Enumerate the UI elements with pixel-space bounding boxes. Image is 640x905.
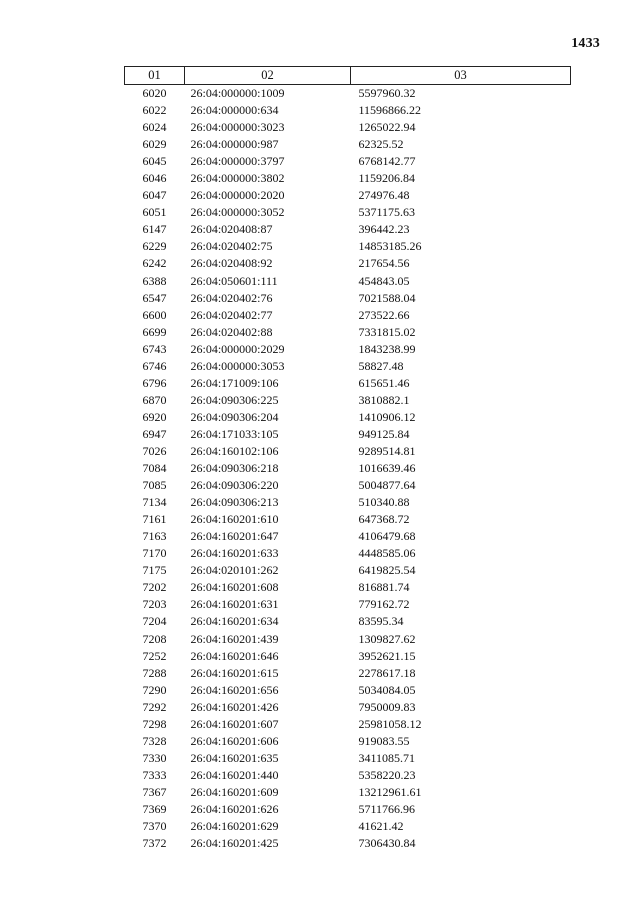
cadastral-number-cell: 26:04:160201:635: [190, 750, 279, 765]
cadastral-number-cell: 26:04:000000:987: [190, 137, 279, 152]
table-row: [125, 358, 571, 375]
row-number-cell: 6388: [142, 273, 167, 288]
row-number-cell: 7170: [142, 546, 167, 561]
value-cell: 7021588.04: [358, 290, 416, 305]
cadastral-number-cell: 26:04:090306:204: [190, 409, 279, 424]
column-header-02: 02: [185, 67, 351, 85]
value-cell: 274976.48: [358, 188, 410, 203]
row-number-cell: 7372: [142, 836, 167, 851]
cadastral-number-cell: 26:04:160201:608: [190, 580, 279, 595]
cadastral-number-cell: 26:04:020402:75: [190, 239, 273, 254]
row-number-cell: 7084: [142, 461, 167, 476]
table-row: [125, 528, 571, 545]
value-cell: 454843.05: [358, 273, 410, 288]
value-cell: 779162.72: [358, 597, 410, 612]
table-row: [125, 750, 571, 767]
cadastral-number-cell: 26:04:160201:426: [190, 699, 279, 714]
table-row: [125, 290, 571, 307]
cadastral-number-cell: 26:04:000000:2029: [190, 341, 285, 356]
value-cell: 62325.52: [358, 137, 404, 152]
column-header-01: 01: [125, 67, 185, 85]
table-row: [125, 341, 571, 358]
table-row: [125, 375, 571, 392]
value-cell: 4448585.06: [358, 546, 416, 561]
value-cell: 41621.42: [358, 819, 404, 834]
value-cell: 7331815.02: [358, 324, 416, 339]
value-cell: 3810882.1: [358, 392, 410, 407]
value-cell: 7306430.84: [358, 836, 416, 851]
value-cell: 58827.48: [358, 358, 404, 373]
data-table-container: [124, 66, 570, 852]
table-row: [125, 596, 571, 613]
row-number-cell: 7328: [142, 733, 167, 748]
table-row: [125, 255, 571, 272]
cadastral-number-cell: 26:04:171009:106: [190, 375, 279, 390]
row-number-cell: 6046: [142, 171, 167, 186]
value-cell: 3952621.15: [358, 648, 416, 663]
table-row: [125, 273, 571, 290]
row-number-cell: 7298: [142, 716, 167, 731]
row-number-cell: 6743: [142, 341, 167, 356]
value-cell: 25981058.12: [358, 716, 422, 731]
row-number-cell: 7161: [142, 512, 167, 527]
table-row: [125, 426, 571, 443]
row-number-cell: 6947: [142, 426, 167, 441]
value-cell: 6768142.77: [358, 154, 416, 169]
value-cell: 816881.74: [358, 580, 410, 595]
cadastral-number-cell: 26:04:000000:3797: [190, 154, 285, 169]
row-number-cell: 6047: [142, 188, 167, 203]
row-number-cell: 7208: [142, 631, 167, 646]
table-row: [125, 443, 571, 460]
row-number-cell: 7252: [142, 648, 167, 663]
value-cell: 5597960.32: [358, 86, 416, 101]
table-row: [125, 170, 571, 187]
table-row: [125, 579, 571, 596]
data-table: [124, 66, 571, 852]
cadastral-number-cell: 26:04:020408:87: [190, 222, 273, 237]
table-row: [125, 613, 571, 630]
table-row: [125, 119, 571, 136]
value-cell: 6419825.54: [358, 563, 416, 578]
row-number-cell: 7175: [142, 563, 167, 578]
row-number-cell: 7367: [142, 784, 167, 799]
row-number-cell: 6699: [142, 324, 167, 339]
cadastral-number-cell: 26:04:000000:3052: [190, 205, 285, 220]
table-row: [125, 238, 571, 255]
cadastral-number-cell: 26:04:000000:1009: [190, 86, 285, 101]
cadastral-number-cell: 26:04:160201:634: [190, 614, 279, 629]
table-row: [125, 324, 571, 341]
row-number-cell: 7026: [142, 444, 167, 458]
cadastral-number-cell: 26:04:160201:646: [190, 648, 279, 663]
cadastral-number-cell: 26:04:160201:609: [190, 784, 279, 799]
value-cell: 919083.55: [358, 733, 410, 748]
table-row: [125, 801, 571, 818]
row-number-cell: 6920: [142, 409, 167, 424]
value-cell: 83595.34: [358, 614, 404, 629]
value-cell: 217654.56: [358, 256, 410, 271]
table-row: [125, 631, 571, 648]
table-row: [125, 818, 571, 835]
row-number-cell: 7370: [142, 819, 167, 834]
cadastral-number-cell: 26:04:000000:2020: [190, 188, 285, 203]
table-row: [125, 409, 571, 426]
table-row: [125, 85, 571, 103]
cadastral-number-cell: 26:04:000000:3023: [190, 120, 285, 135]
table-row: [125, 699, 571, 716]
value-cell: 1843238.99: [358, 341, 416, 356]
value-cell: 13212961.61: [358, 784, 422, 799]
row-number-cell: 7163: [142, 529, 167, 544]
value-cell: 5371175.63: [358, 205, 416, 220]
cadastral-number-cell: 26:04:160201:626: [190, 801, 279, 816]
table-row: [125, 136, 571, 153]
row-number-cell: 6020: [142, 86, 167, 101]
value-cell: 510340.88: [358, 495, 410, 510]
cadastral-number-cell: 26:04:160201:656: [190, 682, 279, 697]
cadastral-number-cell: 26:04:090306:213: [190, 495, 279, 510]
table-row: [125, 460, 571, 477]
row-number-cell: 6051: [142, 205, 167, 220]
cadastral-number-cell: 26:04:000000:634: [190, 103, 279, 118]
table-row: [125, 716, 571, 733]
value-cell: 1410906.12: [358, 409, 416, 424]
cadastral-number-cell: 26:04:000000:3053: [190, 358, 285, 373]
value-cell: 14853185.26: [358, 239, 422, 254]
table-row: [125, 648, 571, 665]
cadastral-number-cell: 26:04:160201:607: [190, 716, 279, 731]
value-cell: 11596866.22: [358, 103, 422, 118]
cadastral-number-cell: 26:04:020408:92: [190, 256, 273, 271]
value-cell: 5711766.96: [358, 801, 416, 816]
cadastral-number-cell: 26:04:020402:77: [190, 307, 273, 322]
table-row: [125, 835, 571, 852]
value-cell: 9289514.81: [358, 444, 416, 458]
cadastral-number-cell: 26:04:000000:3802: [190, 171, 285, 186]
table-row: [125, 153, 571, 170]
value-cell: 5034084.05: [358, 682, 416, 697]
row-number-cell: 6746: [142, 358, 167, 373]
cadastral-number-cell: 26:04:160201:615: [190, 665, 279, 680]
cadastral-number-cell: 26:04:020402:88: [190, 324, 273, 339]
value-cell: 396442.23: [358, 222, 410, 237]
table-row: [125, 767, 571, 784]
table-body: [125, 85, 571, 853]
value-cell: 949125.84: [358, 426, 410, 441]
row-number-cell: 7333: [142, 767, 167, 782]
row-number-cell: 6242: [142, 256, 167, 271]
table-row: [125, 307, 571, 324]
row-number-cell: 6796: [142, 375, 167, 390]
row-number-cell: 6547: [142, 290, 167, 305]
row-number-cell: 7330: [142, 750, 167, 765]
cadastral-number-cell: 26:04:160201:606: [190, 733, 279, 748]
value-cell: 5004877.64: [358, 478, 416, 493]
table-header: [125, 67, 571, 85]
table-row: [125, 665, 571, 682]
table-row: [125, 784, 571, 801]
table-row: [125, 187, 571, 204]
table-row: [125, 477, 571, 494]
row-number-cell: 6147: [142, 222, 167, 237]
row-number-cell: 7202: [142, 580, 167, 595]
cadastral-number-cell: 26:04:090306:220: [190, 478, 279, 493]
value-cell: 273522.66: [358, 307, 410, 322]
value-cell: 7950009.83: [358, 699, 416, 714]
cadastral-number-cell: 26:04:160201:631: [190, 597, 279, 612]
cadastral-number-cell: 26:04:020402:76: [190, 290, 273, 305]
table-row: [125, 511, 571, 528]
cadastral-number-cell: 26:04:160201:610: [190, 512, 279, 527]
cadastral-number-cell: 26:04:090306:218: [190, 461, 279, 476]
row-number-cell: 7204: [142, 614, 167, 629]
cadastral-number-cell: 26:04:160201:440: [190, 767, 279, 782]
row-number-cell: 7290: [142, 682, 167, 697]
value-cell: 615651.46: [358, 375, 410, 390]
row-number-cell: 6045: [142, 154, 167, 169]
row-number-cell: 6022: [142, 103, 167, 118]
column-header-03: 03: [351, 67, 571, 85]
table-row: [125, 494, 571, 511]
cadastral-number-cell: 26:04:171033:105: [190, 426, 279, 441]
value-cell: 647368.72: [358, 512, 410, 527]
table-row: [125, 392, 571, 409]
cadastral-number-cell: 26:04:160201:439: [190, 631, 279, 646]
row-number-cell: 7288: [142, 665, 167, 680]
table-row: [125, 733, 571, 750]
table-row: [125, 204, 571, 221]
table-row: [125, 682, 571, 699]
value-cell: 1016639.46: [358, 461, 416, 476]
row-number-cell: 6229: [142, 239, 167, 254]
value-cell: 1265022.94: [358, 120, 416, 135]
value-cell: 1309827.62: [358, 631, 416, 646]
cadastral-number-cell: 26:04:160201:647: [190, 529, 279, 544]
table-row: [125, 102, 571, 119]
row-number-cell: 7292: [142, 699, 167, 714]
cadastral-number-cell: 26:04:050601:111: [190, 273, 278, 288]
cadastral-number-cell: 26:04:020101:262: [190, 563, 279, 578]
table-row: [125, 562, 571, 579]
row-number-cell: 7203: [142, 597, 167, 612]
cadastral-number-cell: 26:04:160201:425: [190, 836, 279, 851]
row-number-cell: 6029: [142, 137, 167, 152]
cadastral-number-cell: 26:04:160201:633: [190, 546, 279, 561]
value-cell: 2278617.18: [358, 665, 416, 680]
row-number-cell: 6024: [142, 120, 167, 135]
cadastral-number-cell: 26:04:160201:629: [190, 819, 279, 834]
row-number-cell: 7369: [142, 801, 167, 816]
cadastral-number-cell: 26:04:090306:225: [190, 392, 279, 407]
value-cell: 3411085.71: [358, 750, 416, 765]
row-number-cell: 6870: [142, 392, 167, 407]
row-number-cell: 6600: [142, 307, 167, 322]
table-header-row: [125, 67, 571, 85]
row-number-cell: 7085: [142, 478, 167, 493]
value-cell: 4106479.68: [358, 529, 416, 544]
page-number: 1433: [571, 36, 600, 51]
table-row: [125, 221, 571, 238]
value-cell: 1159206.84: [358, 171, 416, 186]
value-cell: 5358220.23: [358, 767, 416, 782]
table-row: [125, 545, 571, 562]
cadastral-number-cell: 26:04:160102:106: [190, 444, 279, 458]
row-number-cell: 7134: [142, 495, 167, 510]
